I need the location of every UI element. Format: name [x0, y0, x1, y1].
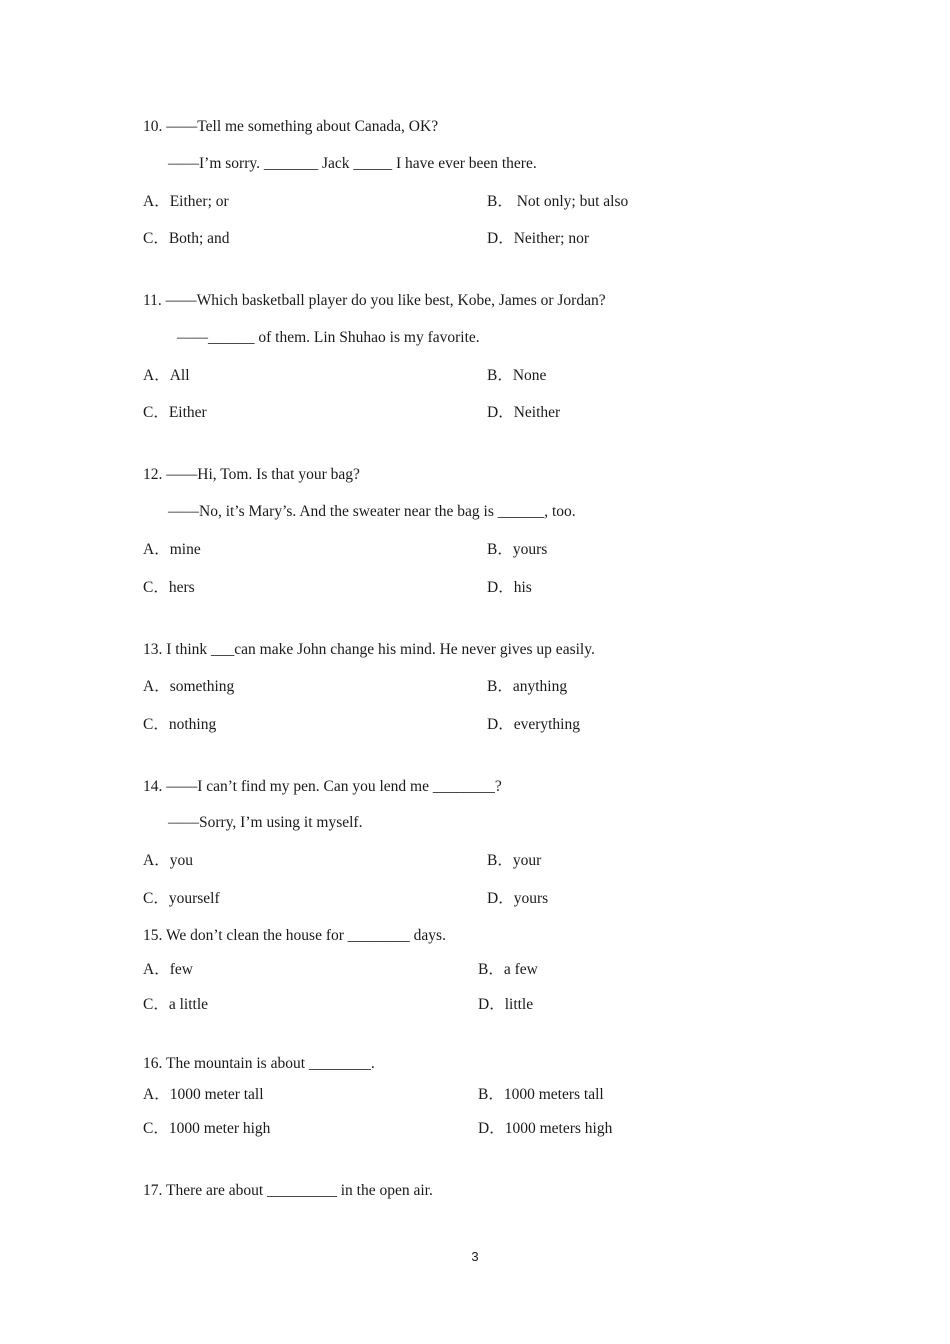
option-letter: B．: [487, 193, 513, 210]
option-letter: A．: [143, 678, 170, 695]
option-text: 1000 meter high: [168, 1120, 271, 1137]
option-text: yours: [512, 541, 548, 558]
option-letter: A．: [143, 961, 170, 978]
question-14-option-a: [143, 851, 193, 871]
question-15-option-a: [143, 960, 193, 980]
question-11-option-b: [487, 366, 546, 386]
option-letter: A．: [143, 193, 170, 210]
option-letter: D．: [487, 230, 514, 247]
question-14-option-c: [143, 889, 220, 909]
question-10-option-a: [143, 192, 229, 212]
question-11-option-d: [487, 403, 560, 423]
question-16-stem: 16. The mountain is about ________.: [143, 1055, 375, 1072]
question-14-stem: 14. ——I can’t find my pen. Can you lend me ________?: [143, 778, 502, 795]
question-15-option-b: [478, 960, 538, 980]
option-letter: C．: [143, 716, 169, 733]
question-10-option-b: [487, 192, 628, 212]
question-12-option-c: [143, 578, 195, 598]
option-letter: C．: [143, 579, 169, 596]
option-text: nothing: [168, 716, 217, 733]
option-text: Not only; but also: [512, 193, 629, 210]
option-letter: A．: [143, 541, 170, 558]
option-text: your: [512, 852, 542, 869]
option-text: Either; or: [169, 193, 229, 210]
question-11-stem: 11. ——Which basketball player do you like best, Kobe, James or Jordan?: [143, 292, 606, 309]
question-16-option-c: [143, 1119, 270, 1139]
option-letter: C．: [143, 996, 169, 1013]
option-text: None: [512, 367, 547, 384]
option-letter: B．: [487, 678, 513, 695]
question-13-option-a: [143, 677, 234, 697]
option-text: Both; and: [168, 230, 230, 247]
question-14-reply: ——Sorry, I’m using it myself.: [168, 814, 363, 831]
question-12-option-a: [143, 540, 201, 560]
option-text: 1000 meters tall: [503, 1086, 604, 1103]
question-11-option-a: [143, 366, 190, 386]
option-text: a few: [503, 961, 538, 978]
option-text: anything: [512, 678, 568, 695]
question-12-stem: 12. ——Hi, Tom. Is that your bag?: [143, 466, 360, 483]
option-text: few: [169, 961, 193, 978]
option-text: something: [169, 678, 235, 695]
option-letter: B．: [487, 541, 513, 558]
page-number: 3: [471, 1249, 479, 1264]
question-11-option-c: [143, 403, 207, 423]
option-letter: B．: [487, 367, 513, 384]
option-letter: D．: [487, 579, 514, 596]
option-letter: D．: [478, 1120, 505, 1137]
question-13-stem: 13. I think ___can make John change his mind. He never gives up easily.: [143, 641, 595, 658]
option-letter: D．: [487, 890, 514, 907]
option-text: Neither: [513, 404, 561, 421]
option-text: Either: [168, 404, 207, 421]
option-letter: A．: [143, 1086, 170, 1103]
question-12-option-d: [487, 578, 532, 598]
question-10-option-d: [487, 229, 589, 249]
question-13-option-b: [487, 677, 567, 697]
option-text: Neither; nor: [513, 230, 590, 247]
option-text: yours: [513, 890, 549, 907]
option-text: mine: [169, 541, 201, 558]
option-text: little: [504, 996, 534, 1013]
option-text: 1000 meters high: [504, 1120, 613, 1137]
question-15-option-d: [478, 995, 533, 1015]
option-text: you: [169, 852, 193, 869]
option-text: 1000 meter tall: [169, 1086, 264, 1103]
question-14-option-b: [487, 851, 541, 871]
option-letter: B．: [478, 1086, 504, 1103]
option-text: hers: [168, 579, 195, 596]
question-13-option-d: [487, 715, 580, 735]
question-10-reply: ——I’m sorry. _______ Jack _____ I have ever been there.: [168, 155, 537, 172]
question-10-stem: 10. ——Tell me something about Canada, OK?: [143, 118, 439, 135]
option-letter: B．: [487, 852, 513, 869]
question-15-stem: 15. We don’t clean the house for ________ days.: [143, 927, 446, 944]
question-10-option-c: [143, 229, 230, 249]
option-letter: A．: [143, 852, 170, 869]
question-16-option-d: [478, 1119, 612, 1139]
option-letter: D．: [487, 716, 514, 733]
option-letter: A．: [143, 367, 170, 384]
question-17-stem: 17. There are about _________ in the open air.: [143, 1182, 433, 1199]
question-12-option-b: [487, 540, 547, 560]
option-text: yourself: [168, 890, 220, 907]
option-text: everything: [513, 716, 580, 733]
option-letter: C．: [143, 230, 169, 247]
option-text: All: [169, 367, 190, 384]
question-16-option-a: [143, 1085, 264, 1105]
question-14-option-d: [487, 889, 548, 909]
option-text: a little: [168, 996, 209, 1013]
option-letter: B．: [478, 961, 504, 978]
option-text: his: [513, 579, 532, 596]
option-letter: C．: [143, 404, 169, 421]
question-16-option-b: [478, 1085, 604, 1105]
question-11-reply: ——______ of them. Lin Shuhao is my favorite.: [177, 329, 480, 346]
question-13-option-c: [143, 715, 216, 735]
question-15-option-c: [143, 995, 208, 1015]
option-letter: D．: [487, 404, 514, 421]
option-letter: C．: [143, 1120, 169, 1137]
question-12-reply: ——No, it’s Mary’s. And the sweater near the bag is ______, too.: [168, 503, 576, 520]
option-letter: C．: [143, 890, 169, 907]
option-letter: D．: [478, 996, 505, 1013]
